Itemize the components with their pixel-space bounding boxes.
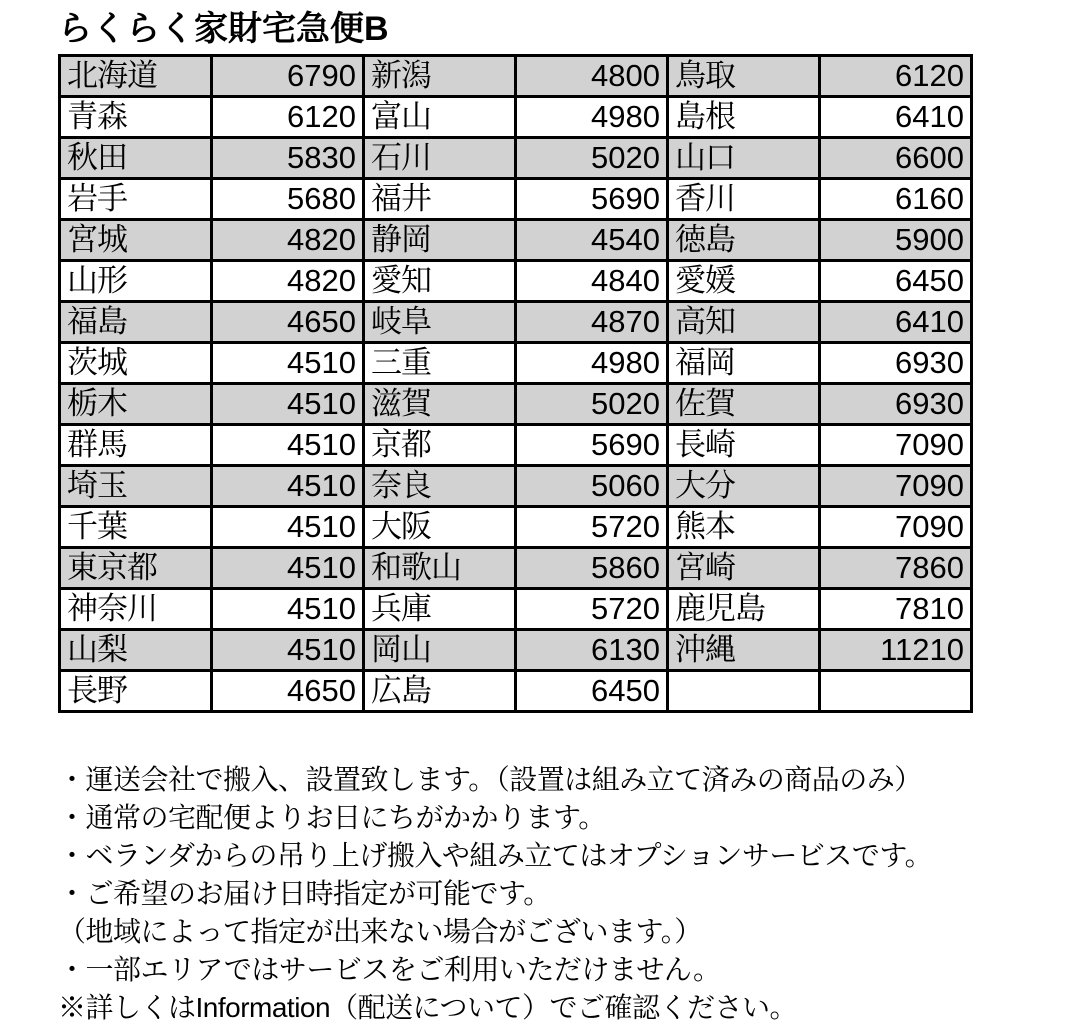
table-row [60,220,972,261]
prefecture-cell: 岐阜 [364,302,516,343]
price-cell: 5690 [516,179,668,220]
price-cell: 5720 [516,507,668,548]
price-cell: 5830 [212,138,364,179]
price-cell: 5060 [516,466,668,507]
prefecture-cell: 愛媛 [668,261,820,302]
prefecture-cell: 栃木 [60,384,212,425]
price-cell: 5900 [820,220,972,261]
price-cell: 5720 [516,589,668,630]
price-cell: 4650 [212,302,364,343]
price-cell: 6130 [516,630,668,671]
note-line: ・ベランダからの吊り上げ搬入や組み立てはオプションサービスです。 [58,840,933,871]
table-row [60,589,972,630]
price-cell: 6120 [212,97,364,138]
price-cell: 6410 [820,97,972,138]
prefecture-cell: 千葉 [60,507,212,548]
price-cell: 4510 [212,548,364,589]
price-cell: 7090 [820,466,972,507]
empty-cell [820,671,972,712]
table-row [60,302,972,343]
prefecture-cell: 兵庫 [364,589,516,630]
prefecture-cell: 広島 [364,671,516,712]
prefecture-cell: 石川 [364,138,516,179]
price-cell: 4510 [212,343,364,384]
price-cell: 4510 [212,630,364,671]
prefecture-cell: 大分 [668,466,820,507]
table-row [60,466,972,507]
price-cell: 4980 [516,343,668,384]
table-row [60,425,972,466]
table-row [60,56,972,97]
price-cell: 6410 [820,302,972,343]
prefecture-cell: 和歌山 [364,548,516,589]
price-cell: 4540 [516,220,668,261]
price-cell: 7860 [820,548,972,589]
prefecture-cell: 大阪 [364,507,516,548]
table-row [60,671,972,712]
prefecture-cell: 青森 [60,97,212,138]
table-row [60,138,972,179]
price-cell: 6120 [820,56,972,97]
prefecture-cell: 京都 [364,425,516,466]
note-line: ・通常の宅配便よりお日にちがかかります。 [58,802,606,833]
table-row [60,97,972,138]
prefecture-cell: 徳島 [668,220,820,261]
prefecture-cell: 群馬 [60,425,212,466]
prefecture-cell: 宮崎 [668,548,820,589]
table-row [60,261,972,302]
prefecture-cell: 熊本 [668,507,820,548]
price-cell: 4820 [212,220,364,261]
price-cell: 4980 [516,97,668,138]
prefecture-cell: 山口 [668,138,820,179]
prefecture-cell: 滋賀 [364,384,516,425]
page-title: らくらく家財宅急便B [58,10,389,48]
prefecture-cell: 神奈川 [60,589,212,630]
prefecture-cell: 沖縄 [668,630,820,671]
prefecture-cell: 三重 [364,343,516,384]
notes-list [58,761,1070,1027]
table-row [60,630,972,671]
price-cell: 6450 [820,261,972,302]
prefecture-cell: 鳥取 [668,56,820,97]
table-row [60,507,972,548]
price-cell: 4840 [516,261,668,302]
prefecture-cell: 香川 [668,179,820,220]
prefecture-cell: 佐賀 [668,384,820,425]
prefecture-cell: 奈良 [364,466,516,507]
prefecture-cell: 福井 [364,179,516,220]
prefecture-cell: 長野 [60,671,212,712]
prefecture-cell: 島根 [668,97,820,138]
price-cell: 5020 [516,138,668,179]
price-cell: 4650 [212,671,364,712]
prefecture-cell: 宮城 [60,220,212,261]
prefecture-cell: 福島 [60,302,212,343]
table-row [60,343,972,384]
price-cell: 6930 [820,384,972,425]
note-line: （地域によって指定が出来ない場合がございます。） [58,916,702,947]
price-cell: 4800 [516,56,668,97]
price-cell: 4510 [212,466,364,507]
note-line: ・ご希望のお届け日時指定が可能です。 [58,878,551,909]
price-cell: 6930 [820,343,972,384]
price-cell: 6600 [820,138,972,179]
prefecture-cell: 岡山 [364,630,516,671]
empty-cell [668,671,820,712]
prefecture-cell: 鹿児島 [668,589,820,630]
note-line: ・運送会社で搬入、設置致します。（設置は組み立て済みの商品のみ） [58,764,922,795]
price-cell: 4510 [212,589,364,630]
table-body [60,56,972,712]
prefecture-cell: 山形 [60,261,212,302]
prefecture-cell: 秋田 [60,138,212,179]
price-cell: 5020 [516,384,668,425]
price-cell: 6790 [212,56,364,97]
prefecture-cell: 静岡 [364,220,516,261]
prefecture-cell: 岩手 [60,179,212,220]
shipping-fee-table [58,54,973,713]
table-row [60,384,972,425]
price-cell: 7090 [820,425,972,466]
price-cell: 4870 [516,302,668,343]
price-cell: 4820 [212,261,364,302]
prefecture-cell: 埼玉 [60,466,212,507]
prefecture-cell: 福岡 [668,343,820,384]
price-cell: 6450 [516,671,668,712]
price-cell: 7090 [820,507,972,548]
price-cell: 4510 [212,507,364,548]
prefecture-cell: 高知 [668,302,820,343]
prefecture-cell: 東京都 [60,548,212,589]
prefecture-cell: 茨城 [60,343,212,384]
note-line: ※詳しくはInformation（配送について）でご確認ください。 [58,992,798,1023]
price-cell: 7810 [820,589,972,630]
price-cell: 4510 [212,425,364,466]
price-cell: 5860 [516,548,668,589]
prefecture-cell: 富山 [364,97,516,138]
prefecture-cell: 新潟 [364,56,516,97]
price-cell: 5680 [212,179,364,220]
note-line: ・一部エリアではサービスをご利用いただけません。 [58,954,721,985]
prefecture-cell: 山梨 [60,630,212,671]
price-cell: 6160 [820,179,972,220]
prefecture-cell: 長崎 [668,425,820,466]
prefecture-cell: 愛知 [364,261,516,302]
table-row [60,548,972,589]
price-cell: 11210 [820,630,972,671]
price-cell: 5690 [516,425,668,466]
table-row [60,179,972,220]
price-cell: 4510 [212,384,364,425]
prefecture-cell: 北海道 [60,56,212,97]
